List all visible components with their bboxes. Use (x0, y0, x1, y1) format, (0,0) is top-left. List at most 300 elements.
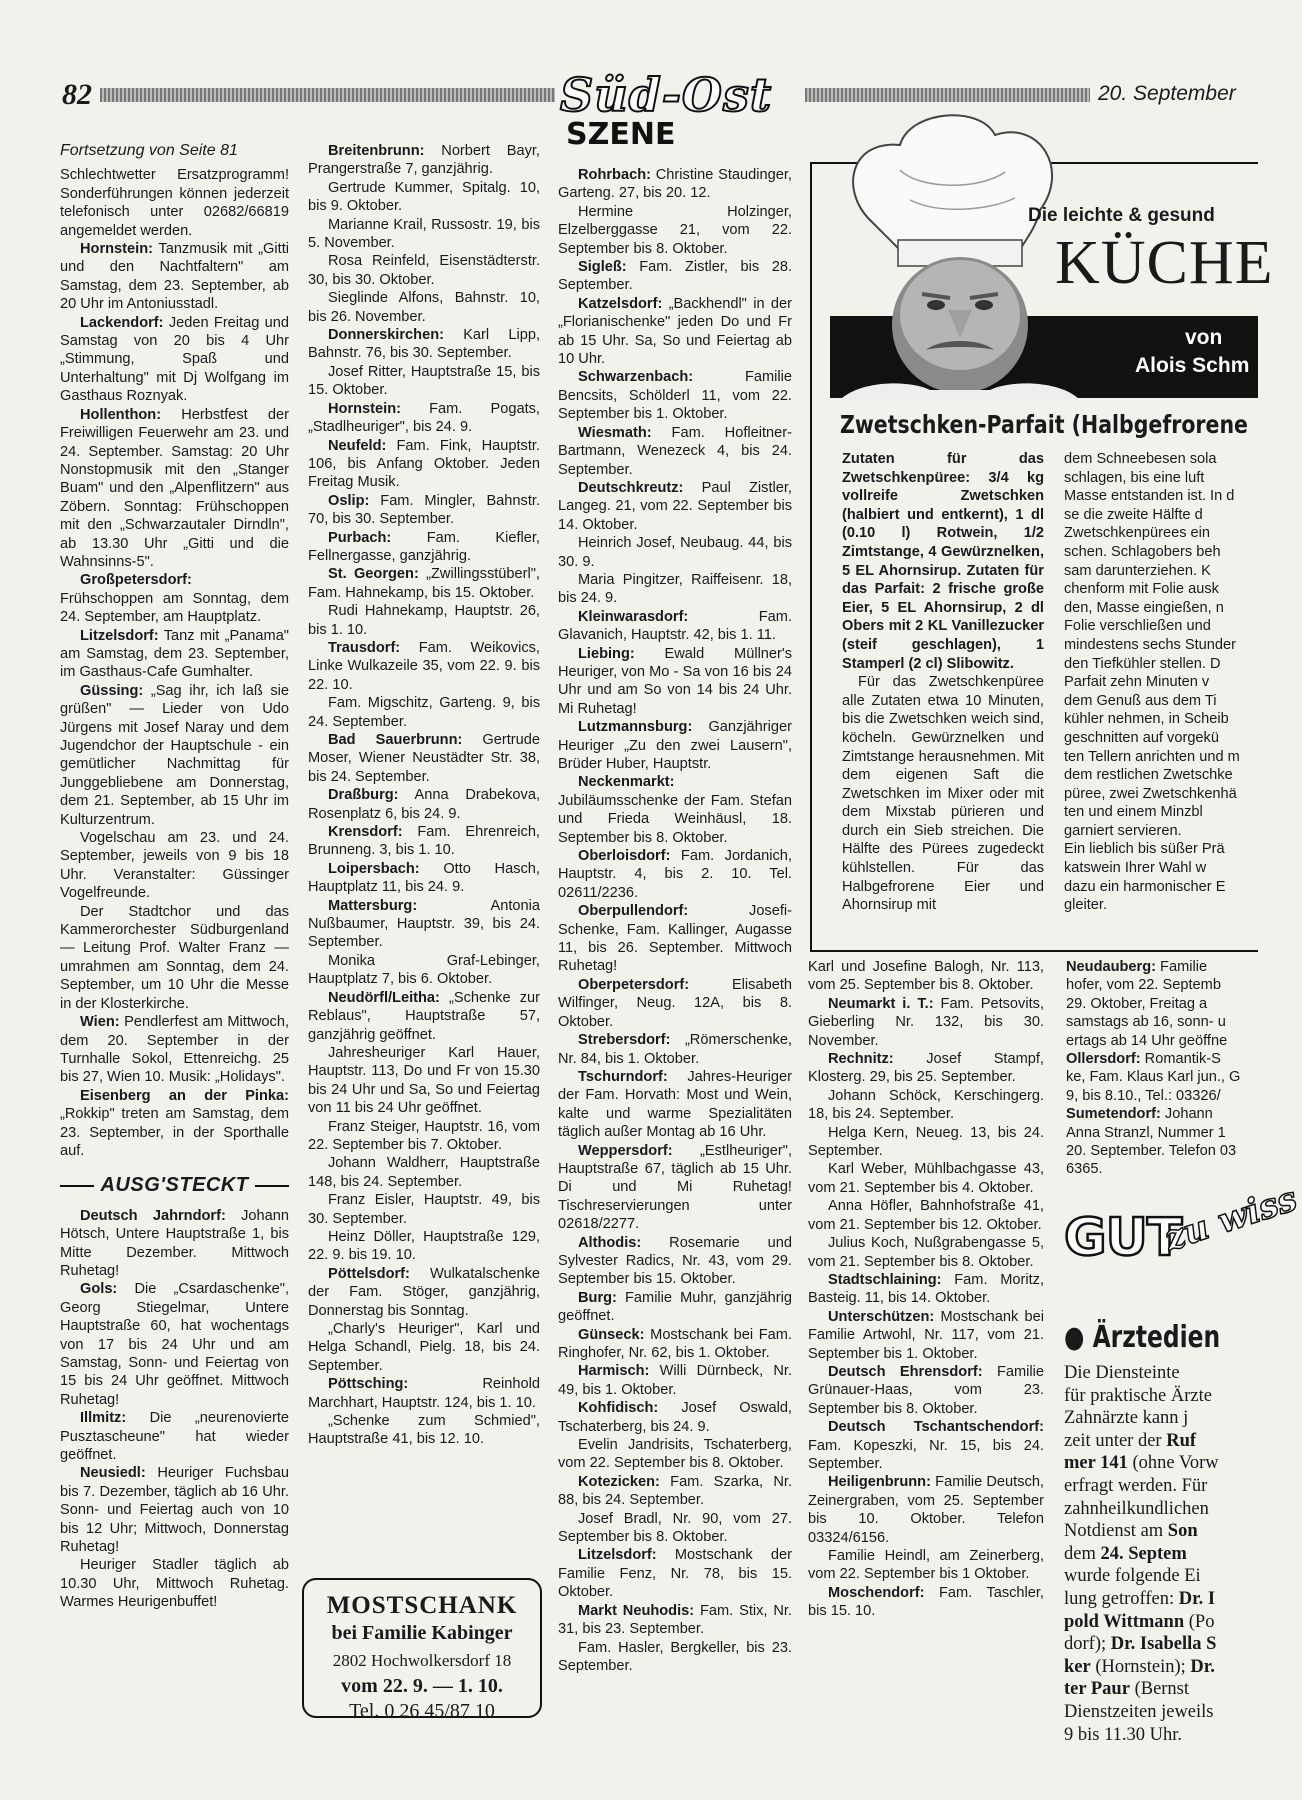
listing-place: Wiesmath: (578, 424, 652, 441)
text-line (1066, 1068, 1258, 1086)
text-line (1066, 1142, 1258, 1160)
recipe-line: schlagen, bis eine luft (1064, 469, 1205, 486)
recipe-line: dazu ein harmonischer E (1064, 878, 1226, 895)
listing-entry (308, 1375, 540, 1412)
listing-place: Günseck: (578, 1326, 645, 1343)
listing-entry (308, 694, 540, 731)
recipe-line: den, Masse eingießen, n (1064, 599, 1224, 616)
gut-word: GUT (1064, 1208, 1182, 1268)
listing-text: Maria Pingitzer, Raiffeisenг. 18, bis 24. 9. (558, 571, 792, 607)
listing-text: Fam. Ehrenreich, Brunneng. 3, bis 1. 10. (308, 824, 540, 859)
recipe-tagline: Die leichte & gesund (1028, 205, 1215, 226)
recipe-line: püree, zwei Zwetschkenhä (1064, 785, 1237, 802)
text-run: 29. Oktober, Freitag a (1066, 995, 1208, 1012)
listing-entry (308, 1154, 540, 1191)
listing-text: Schlechtwetter Ersatzprogramm! Sonderführungen können jederzeit telefonisch unter 02682/66819 angemeldet werden. (60, 167, 289, 239)
listing-text: Norbert Bayr, Prangerstraße 7, ganzjährig. (308, 143, 540, 178)
listing-entry (308, 289, 540, 326)
bold-run: Dr. I (1178, 1588, 1216, 1609)
listing-entry (308, 179, 540, 216)
listing-entry (308, 363, 540, 400)
ad-subtitle: bei Familie Kabinger (331, 1622, 513, 1644)
listing-entry (558, 1399, 792, 1436)
recipe-line: katswein Ihrer Wahl w (1064, 860, 1207, 877)
header-rule-left (100, 88, 555, 102)
listing-entry (808, 1124, 1044, 1161)
listing-entry (558, 1639, 792, 1676)
listing-text: Die „neurenovierte Pusztascheune" hat wieder geöffnet. (60, 1410, 289, 1464)
recipe-line: geschnitten auf vorgekü (1064, 729, 1219, 746)
listing-text: Fam. Stix, Nr. 31, bis 23. September. (558, 1602, 792, 1638)
listing-text: Fam. Mingler, Bahnstr. 70, bis 30. September. (308, 492, 540, 528)
listing-text: Heinz Döller, Hauptstraße 129, 22. 9. bis 19. 10. (308, 1228, 540, 1264)
listing-place: Bad Sauerbrunn: (328, 732, 463, 748)
recipe-line: mindestens sechs Stunder (1064, 636, 1236, 653)
listing-text: Mostschank bei Familie Artwohl, Nr. 117, vom 21. September bis 1. Oktober. (808, 1308, 1044, 1362)
listing-text: Fam. Fink, Hauptstr. 106, bis Anfang Oktober. Jeden Freitag Musik. (308, 437, 540, 491)
listing-place: Deutschkreutz: (578, 479, 684, 496)
listing-entry (60, 682, 289, 829)
listing-entry (308, 602, 540, 639)
listing-place: Schwarzenbach: (578, 369, 694, 386)
text-run: dem (1064, 1543, 1101, 1564)
listing-place: Eisenberg an der Pinka: (80, 1087, 289, 1104)
listing-text: „Schenke zum Schmied", Hauptstraße 41, bis 12. 10. (308, 1413, 540, 1448)
listing-place: Oslip: (328, 492, 370, 509)
listing-place: Weppersdorf: (578, 1142, 673, 1159)
listing-entry (558, 534, 792, 571)
listing-entry (558, 295, 792, 369)
listing-entry (308, 565, 540, 602)
text-line (1064, 1498, 1258, 1521)
text-run: Familie (1156, 959, 1208, 975)
listing-text: Josef Ritter, Hauptstraße 15, bis 15. Oktober. (308, 363, 540, 399)
gut-zu-wissen-logo (1064, 1178, 1302, 1310)
listing-place: Kohfidisch: (578, 1400, 659, 1417)
recipe-line: gleiter. (1064, 897, 1107, 914)
listing-text: Wulkatalschenke der Fam. Stöger, ganzjährig, Donnerstag bis Sonntag. (308, 1265, 540, 1319)
text-line (1064, 1565, 1258, 1588)
listing-text: Elisabeth Wilfinger, Neug. 12A, bis 8. Oktober. (558, 976, 792, 1030)
listing-entry (308, 326, 540, 363)
listing-place: Deutsch Jahrndorf: (80, 1207, 226, 1224)
listing-place: Hornstein: (328, 400, 401, 417)
listing-entry (558, 368, 792, 423)
recipe-line: Folie verschließen und (1064, 618, 1211, 635)
listing-text: Mostschank der Familie Fenz, Nr. 78, bis 15. Oktober. (558, 1547, 792, 1601)
recipe-title: Zwetschken-Parfait (Halbgefrorene (840, 410, 1248, 439)
column-2 (308, 142, 540, 1449)
listing-text: „Charly's Heuriger", Karl und Helga Schandl, Pielg. 18, bis 24. September. (308, 1321, 540, 1374)
listing-text: „Sag ihr, ich laß sie grüßen" — Lieder von Udo Jürgens mit Josef Naray und dem Jugendchor der Hauptschule - ein gemütlicher Nachmittag für Junggebliebene am Donnerstag, dem 21. September, ab 15 Uhr im Kulturzentrum. (60, 682, 289, 828)
listing-text: Fam. Hasler, Bergkeller, bis 23. September. (558, 1639, 792, 1674)
text-line (1064, 1520, 1258, 1543)
listing-text: Johann Waldherr, Hauptstraße 148, bis 24. September. (308, 1155, 540, 1190)
recipe-right-column (1064, 450, 1258, 915)
bold-run: ker (1064, 1656, 1091, 1677)
listing-entry (308, 786, 540, 823)
listing-entry (308, 1228, 540, 1265)
listing-text: Jubiläumsschenke der Fam. Stefan und Frieda Weinhäusl, 18. September bis 8. Oktober. (558, 792, 792, 846)
bold-run: Son (1167, 1521, 1198, 1542)
listing-entry (558, 902, 792, 976)
bold-run: Ruf (1166, 1430, 1197, 1451)
column-5 (1066, 958, 1258, 1179)
listing-entry (558, 571, 792, 608)
listing-entry (60, 1556, 289, 1611)
listing-place: Oberpullendorf: (578, 903, 689, 920)
listing-text: Fam. Moritz, Basteig. 11, bis 14. Oktober. (808, 1271, 1044, 1307)
ad-phone: Tel. 0 26 45/87 10 (349, 1700, 495, 1722)
listing-text: Mostschank bei Fam. Ringhofer, Nr. 62, bis 1. Oktober. (558, 1326, 792, 1361)
column-1 (60, 142, 289, 1612)
listing-entry (308, 252, 540, 289)
listing-entry (308, 437, 540, 492)
text-line (1066, 1032, 1258, 1050)
listing-place: Gols: (80, 1281, 118, 1298)
listing-place: Neufeld: (328, 437, 387, 454)
listing-place: Neckenmarkt: (578, 774, 675, 791)
listing-place: Draßburg: (328, 787, 399, 804)
listing-text: „Estlheuriger", Hauptstraße 67, täglich ab 15 Uhr. Di und Mi Ruhetag! Tischreservierungen unter 02618/2277. (558, 1142, 792, 1233)
listing-entry (558, 166, 792, 203)
listing-entry (308, 639, 540, 694)
listing-text: Tanz mit „Panama" am Samstag, dem 23. September, im Gasthaus-Cafe Gumhalter. (60, 627, 289, 681)
listing-text: Franz Eisler, Hauptstr. 49, bis 30. September. (308, 1192, 540, 1227)
listing-text: „Rokkip" treten am Samstag, dem 23. September, in der Sporthalle auf. (60, 1106, 289, 1159)
listing-place: Liebing: (578, 645, 635, 662)
listing-place: Stadtschlaining: (828, 1271, 942, 1288)
listing-text: Die „Csardaschenke", Georg Stiegelmar, Untere Hauptstraße 60, hat wochentags von 17 bis 24 Uhr und am Samstag, Sonn- und Feiertag von 15 bis 24 Uhr geöffnet. Mittwoch Ruhetag! (60, 1281, 289, 1408)
listing-place: Heiligenbrunn: (828, 1474, 931, 1491)
listing-text: „Römerschenke, Nr. 84, bis 1. Oktober. (558, 1032, 792, 1067)
text-line (1064, 1678, 1258, 1701)
listing-place: Markt Neuhodis: (578, 1602, 695, 1619)
text-run: für praktische Ärzte (1064, 1385, 1212, 1406)
listing-text: Josefi-Schenke, Fam. Kallinger, Augasse 11, bis 26. September. Mittwoch Ruhetag! (558, 903, 792, 975)
listing-text: Helga Kern, Neueg. 13, bis 24. September. (808, 1124, 1044, 1160)
listing-entry (60, 1207, 289, 1281)
listing-text: Heuriger Fuchsbau bis 7. Dezember, täglich ab 16 Uhr. Sonn- und Feiertag auch von 10 bis 12 Uhr; Mittwoch, Donnerstag Ruhetag! (60, 1465, 289, 1556)
text-run: Notdienst am (1064, 1521, 1168, 1542)
text-run: Johann (1160, 1106, 1213, 1123)
listing-text: Karl Lipp, Bahnstr. 76, bis 30. September. (308, 327, 540, 362)
text-line (1064, 1656, 1258, 1679)
bold-run: Dr. Isabella S (1110, 1634, 1217, 1655)
text-run: (Hornstein); (1090, 1656, 1191, 1677)
listing-entry (808, 1547, 1044, 1584)
listing-text: Reinhold Marchhart, Hauptstr. 124, bis 1. 10. (308, 1376, 540, 1411)
listing-text: Rudi Hahnekamp, Hauptstr. 26, bis 1. 10. (308, 603, 540, 638)
listing-entry (60, 903, 289, 1013)
text-line (1064, 1701, 1258, 1724)
listing-place: Purbach: (328, 529, 392, 546)
bold-run: Neudauberg: (1066, 959, 1156, 975)
listing-text: Hermine Holzinger, Elzelberggasse 21, vom 22. September bis 8. Oktober. (558, 203, 792, 257)
ad-address: 2802 Hochwolkersdorf 18 (332, 1651, 512, 1670)
listing-place: Burg: (578, 1289, 617, 1306)
aerztedienst-text (1064, 1362, 1258, 1746)
ad-title: MOSTSCHANK (326, 1592, 518, 1619)
listing-text: Christine Staudinger, Garteng. 27, bis 20. 12. (558, 167, 792, 202)
section-logo (560, 70, 800, 156)
bold-run: pold Wittmann (1064, 1611, 1185, 1632)
page-number: 82 (62, 78, 92, 111)
logo-line1: Süd-Ost (560, 68, 773, 122)
text-run: Romantik-S (1140, 1051, 1221, 1068)
listing-entry (808, 995, 1044, 1050)
listing-place: Litzelsdorf: (80, 627, 159, 644)
bold-run: Dr. (1190, 1656, 1215, 1677)
listing-entry (558, 203, 792, 258)
listing-place: Oberloisdorf: (578, 848, 671, 865)
text-run: wurde folgende Ei (1064, 1566, 1201, 1587)
bold-run: 24. Septem (1100, 1543, 1187, 1564)
section-title: AUSG'STECKT (100, 1174, 249, 1197)
recipe-von: von (1185, 326, 1223, 349)
listing-place: Lackendorf: (80, 314, 164, 331)
recipe-kitchen-title: KÜCHE (1055, 229, 1274, 297)
listing-place: Althodis: (578, 1234, 642, 1251)
text-run: 9 bis 11.30 Uhr. (1064, 1724, 1183, 1745)
listing-place: Pöttsching: (328, 1376, 409, 1393)
text-run: 9, bis 8.10., Tel.: 03326/ (1066, 1087, 1221, 1104)
listing-entry (808, 1197, 1044, 1234)
listing-text: Karl Weber, Mühlbachgasse 43, vom 21. September bis 4. Oktober. (808, 1161, 1044, 1196)
listing-text: Familie Heindl, am Zeinerberg, vom 22. September bis 1 Oktober. (808, 1548, 1044, 1583)
listing-text: Heinrich Josef, Neubaug. 44, bis 30. 9. (558, 535, 792, 570)
listing-place: Tschurndorf: (578, 1068, 668, 1085)
listing-text: Fam. Migschitz, Garteng. 9, bis 24. September. (308, 695, 540, 730)
listing-entry (60, 406, 289, 572)
listing-text: Franz Steiger, Hauptstr. 16, vom 22. September bis 7. Oktober. (308, 1118, 540, 1153)
listing-place: Deutsch Tschantschendorf: (828, 1419, 1044, 1436)
listing-text: Fam. Szarka, Nr. 88, bis 24. September. (558, 1473, 792, 1509)
listing-text: Gertrude Moser, Wiener Neustädter Str. 38, bis 24. September. (308, 732, 540, 785)
listing-place: Großpetersdorf: (80, 572, 192, 589)
listing-text: Anna Drabekova, Rosenplatz 6, bis 24. 9. (308, 787, 540, 822)
recipe-method: Für das Zwetschkenpüree alle Zutaten etwa 10 Minuten, bis die Zwetschken weich sind, köcheln. Gewürznelken und Zimtstange herausnehmen. Mit dem eigenen Saft die Zwetschken im Mixer oder mit dem Mixstab pürieren und durch ein Sieb streichen. Die Hälfte des Pürees zugedeckt kühlstellen. Für das Halbgefrorene Eier und Ahornsirup mit (842, 674, 1044, 914)
listing-entry (558, 1510, 792, 1547)
listing-place: Oberpetersdorf: (578, 976, 690, 993)
listing-entry (808, 1050, 1044, 1087)
listing-text: Fam. Hofleitner-Bartmann, Wenezeck 4, bis 24. September. (558, 424, 792, 478)
aerztedienst-title: ● Ärztedien (1064, 1320, 1221, 1355)
listing-entry (808, 1271, 1044, 1308)
listing-place: Lutzmannsburg: (578, 719, 693, 736)
listing-text: Otto Hasch, Hauptplatz 11, bis 24. 9. (308, 860, 540, 896)
listing-entry (808, 1308, 1044, 1363)
listing-text: Heuriger Stadler täglich ab 10.30 Uhr, Mittwoch Ruhetag. Warmes Heurigenbuffet! (60, 1557, 289, 1611)
listing-text: Gertrude Kummer, Spitalg. 10, bis 9. Oktober. (308, 179, 540, 215)
listing-text: Fam. Petsovits, Gieberling Nr. 132, bis 30. November. (808, 995, 1044, 1049)
text-run: (Bernst (1129, 1679, 1190, 1700)
listing-place: Unterschützen: (828, 1308, 935, 1325)
listing-place: Güssing: (80, 682, 144, 699)
listing-entry (558, 1602, 792, 1639)
text-line (1066, 1050, 1258, 1068)
listing-text: Antonia Nußbaumer, Hauptstr. 39, bis 24. September. (308, 897, 540, 951)
listing-place: Kotezicken: (578, 1473, 660, 1490)
listing-place: Sigleß: (578, 259, 627, 276)
listing-text: Pendlerfest am Mittwoch, dem 20. September in der Turnhalle Sokol, Ettenreichg. 25 bis 27, Wien 10. Musik: „Holidays". (60, 1014, 289, 1086)
bold-run: mer 141 (1064, 1453, 1128, 1474)
listing-text: Tanzmusik mit „Gitti und den Nachtfaltern" am Samstag, dem 23. September, ab 20 Uhr im Antoniusstadl. (60, 241, 289, 313)
bold-run: ter Paur (1064, 1679, 1130, 1700)
recipe-line: Zwetschkenpürees ein (1064, 525, 1211, 542)
listing-entry (308, 492, 540, 529)
listing-entry (558, 773, 792, 847)
section-header-ausgsteckt (60, 1174, 289, 1197)
text-run: 20. September. Telefon 03 (1066, 1143, 1237, 1160)
listing-text: Der Stadtchor und das Kammerorchester Südburgenland — Leitung Prof. Walter Franz — umrahmen am Sonntag, dem 24. September, um 10 Uhr die Messe in der Klosterkirche. (60, 903, 289, 1012)
listing-entry (308, 400, 540, 437)
listing-text: Paul Zistler, Langeg. 21, vom 22. September bis 14. Oktober. (558, 479, 792, 533)
listing-place: Neudörfl/Leitha: (328, 989, 440, 1006)
text-run: Dienstzeiten jeweils (1064, 1701, 1214, 1722)
text-run: erfragt werden. Für (1064, 1475, 1208, 1496)
zu-wissen-word: zu wiss (1159, 1178, 1302, 1260)
issue-date: 20. September (1098, 82, 1236, 105)
listing-place: Rechnitz: (828, 1051, 894, 1068)
recipe-line: Masse entstanden ist. In d (1064, 488, 1235, 505)
listing-text: „Zwillingsstüberl", Fam. Hahnekamp, bis 15. Oktober. (308, 566, 540, 601)
listing-text: Evelin Jandrisits, Tschaterberg, vom 22. September bis 8. Oktober. (558, 1437, 792, 1472)
text-run: (ohne Vorw (1127, 1453, 1219, 1474)
listing-entry (558, 1436, 792, 1473)
listing-place: Krensdorf: (328, 824, 403, 841)
listing-text: Johann Schöck, Kerschingerg. 18, bis 24. September. (808, 1087, 1044, 1123)
text-line (1066, 1160, 1258, 1178)
listing-place: Rohrbach: (578, 167, 651, 183)
listing-entry (308, 1412, 540, 1449)
listing-text: Fam. Kiefler, Fellnergasse, ganzjährig. (308, 529, 540, 564)
text-line (1064, 1407, 1258, 1430)
listing-text: Fam. Glavanich, Hauptstr. 42, bis 1. 11. (558, 608, 792, 644)
text-run: hofer, vom 22. Septemb (1066, 977, 1221, 994)
listing-place: Breitenbrunn: (328, 143, 425, 159)
listing-place: Harmisch: (578, 1363, 650, 1380)
listing-entry (558, 1234, 792, 1289)
recipe-left-column (842, 450, 1044, 915)
text-line (1064, 1430, 1258, 1453)
listing-entry (808, 1234, 1044, 1271)
listing-text: Josef Oswald, Tschaterberg, bis 24. 9. (558, 1400, 792, 1435)
text-line (1064, 1385, 1258, 1408)
listing-entry (60, 571, 289, 626)
listing-place: Illmitz: (80, 1410, 127, 1427)
text-run: lung getroffen: (1064, 1588, 1179, 1609)
listing-entry (808, 1160, 1044, 1197)
text-line (1064, 1543, 1258, 1566)
text-run: zeit unter der (1064, 1430, 1167, 1451)
listing-text: Willi Dürnbeck, Nr. 49, bis 1. Oktober. (558, 1363, 793, 1398)
listing-text: Ewald Müllner's Heuriger, von Mo - Sa von 16 bis 24 Uhr und am So von 14 bis 24 Uhr. Mi Ruhetag! (558, 645, 792, 717)
listing-entry (308, 1191, 540, 1228)
text-line (1066, 995, 1258, 1013)
logo-line2: SZENE (566, 117, 676, 152)
text-line (1064, 1633, 1258, 1656)
listing-entry (558, 1362, 792, 1399)
text-run: 6365. (1066, 1161, 1103, 1178)
recipe-line: kühler nehmen, in Scheib (1064, 711, 1229, 728)
listing-text: Rosa Reinfeld, Eisenstädterstr. 30, bis 30. Oktober. (308, 253, 540, 288)
listing-entry (308, 216, 540, 253)
recipe-line: den Tiefkühler stellen. D (1064, 655, 1221, 672)
listing-entry (558, 608, 792, 645)
text-run: Anna Stranzl, Nummer 1 (1066, 1124, 1226, 1141)
listing-text: Fam. Taschler, bis 15. 10. (808, 1584, 1044, 1620)
listing-text: Josef Stampf, Klosterg. 29, bis 25. September. (808, 1051, 1044, 1086)
listing-place: Neusiedl: (80, 1465, 146, 1482)
listing-entry (308, 1320, 540, 1375)
text-run: samstags ab 16, sonn- u (1066, 1014, 1226, 1031)
listing-entry (808, 958, 1044, 995)
text-line (1066, 1124, 1258, 1142)
text-run: dorf); (1064, 1634, 1111, 1655)
listing-text: Josef Bradl, Nr. 90, vom 27. September bis 8. Oktober. (558, 1510, 792, 1546)
listing-text: Jeden Freitag und Samstag von 20 bis 4 Uhr „Stimmung, Spaß und Unterhaltung" mit Dj Wolfgang im Gasthaus Roznyak. (60, 314, 289, 405)
listing-place: Hornstein: (80, 241, 153, 258)
ad-dates: vom 22. 9. — 1. 10. (341, 1675, 503, 1697)
listing-place: Trausdorf: (328, 639, 401, 656)
recipe-line: dem Genuß aus dem Ti (1064, 692, 1217, 709)
text-line (1066, 1013, 1258, 1031)
listing-text: Rosemarie und Sylvester Radics, Nr. 43, vom 29. September bis 15. Oktober. (558, 1234, 792, 1288)
listing-entry (60, 314, 289, 406)
text-run: ke, Fam. Klaus Karl jun., G (1066, 1069, 1241, 1086)
listing-entry (558, 1068, 792, 1142)
text-line (1066, 976, 1258, 994)
recipe-line: ten Tellern anrichten und m (1064, 748, 1240, 765)
continued-note: Fortsetzung von Seite 81 (60, 142, 238, 159)
listing-entry (558, 424, 792, 479)
listing-text: Fam. Pogats, „Stadlheuriger", bis 24. 9. (308, 400, 540, 436)
text-line (1064, 1611, 1258, 1634)
listing-text: Frühschoppen am Sonntag, dem 24. September, am Hauptplatz. (60, 590, 289, 626)
listing-entry (558, 847, 792, 902)
recipe-line: dem restlichen Zwetschke (1064, 767, 1233, 784)
listing-text: Anna Höfler, Bahnhofstraße 41, vom 21. September bis 12. Oktober. (808, 1198, 1044, 1233)
text-run: (Po (1184, 1611, 1215, 1632)
listing-entry (808, 1473, 1044, 1547)
chef-photo (830, 100, 1080, 400)
listing-entry (558, 1289, 792, 1326)
listing-place: Strebersdorf: (578, 1032, 671, 1049)
listing-place: Donnerskirchen: (328, 327, 444, 344)
listing-text: Karl und Josefine Balogh, Nr. 113, vom 25. September bis 8. Oktober. (808, 959, 1044, 994)
text-run: ertags ab 14 Uhr geöffne (1066, 1032, 1228, 1049)
listing-entry (808, 1418, 1044, 1473)
listing-entry (60, 1087, 289, 1161)
listing-text: Familie Grünauer-Haas, vom 23. September bis 8. Oktober. (808, 1363, 1044, 1417)
listing-text: Herbstfest der Freiwilligen Feuerwehr am 23. und 24. September. Samstag: 20 Uhr Nonstopmusik mit den „Stanger Buam" und den „Alpenflitzern" aus Zöbern. Sonntag: Frühschoppen mit den „Schwarzautaler Dirndln", ab 13.30 Uhr „Gitti und die Wahnsinns-5". (60, 406, 289, 570)
column-4 (808, 958, 1044, 1621)
listing-text: Fam. Jordanich, Hauptstr. 4, bis 2. 10. Tel. 02611/2236. (558, 848, 792, 901)
listing-place: Neumarkt i. T.: (828, 995, 934, 1012)
recipe-line: sam darunterziehen. K (1064, 562, 1211, 579)
listing-entry (558, 976, 792, 1031)
listing-entry (308, 1118, 540, 1155)
recipe-line: Parfait zehn Minuten v (1064, 674, 1210, 691)
listing-entry (308, 860, 540, 897)
text-run: zahnheilkundlichen (1064, 1498, 1209, 1519)
listing-text: Familie Muhr, ganzjährig geöffnet. (558, 1289, 792, 1325)
recipe-line: chenform mit Folie ausk (1064, 581, 1219, 598)
text-line (1064, 1362, 1258, 1385)
text-line (1066, 1105, 1258, 1123)
listing-place: Moschendorf: (828, 1584, 925, 1601)
